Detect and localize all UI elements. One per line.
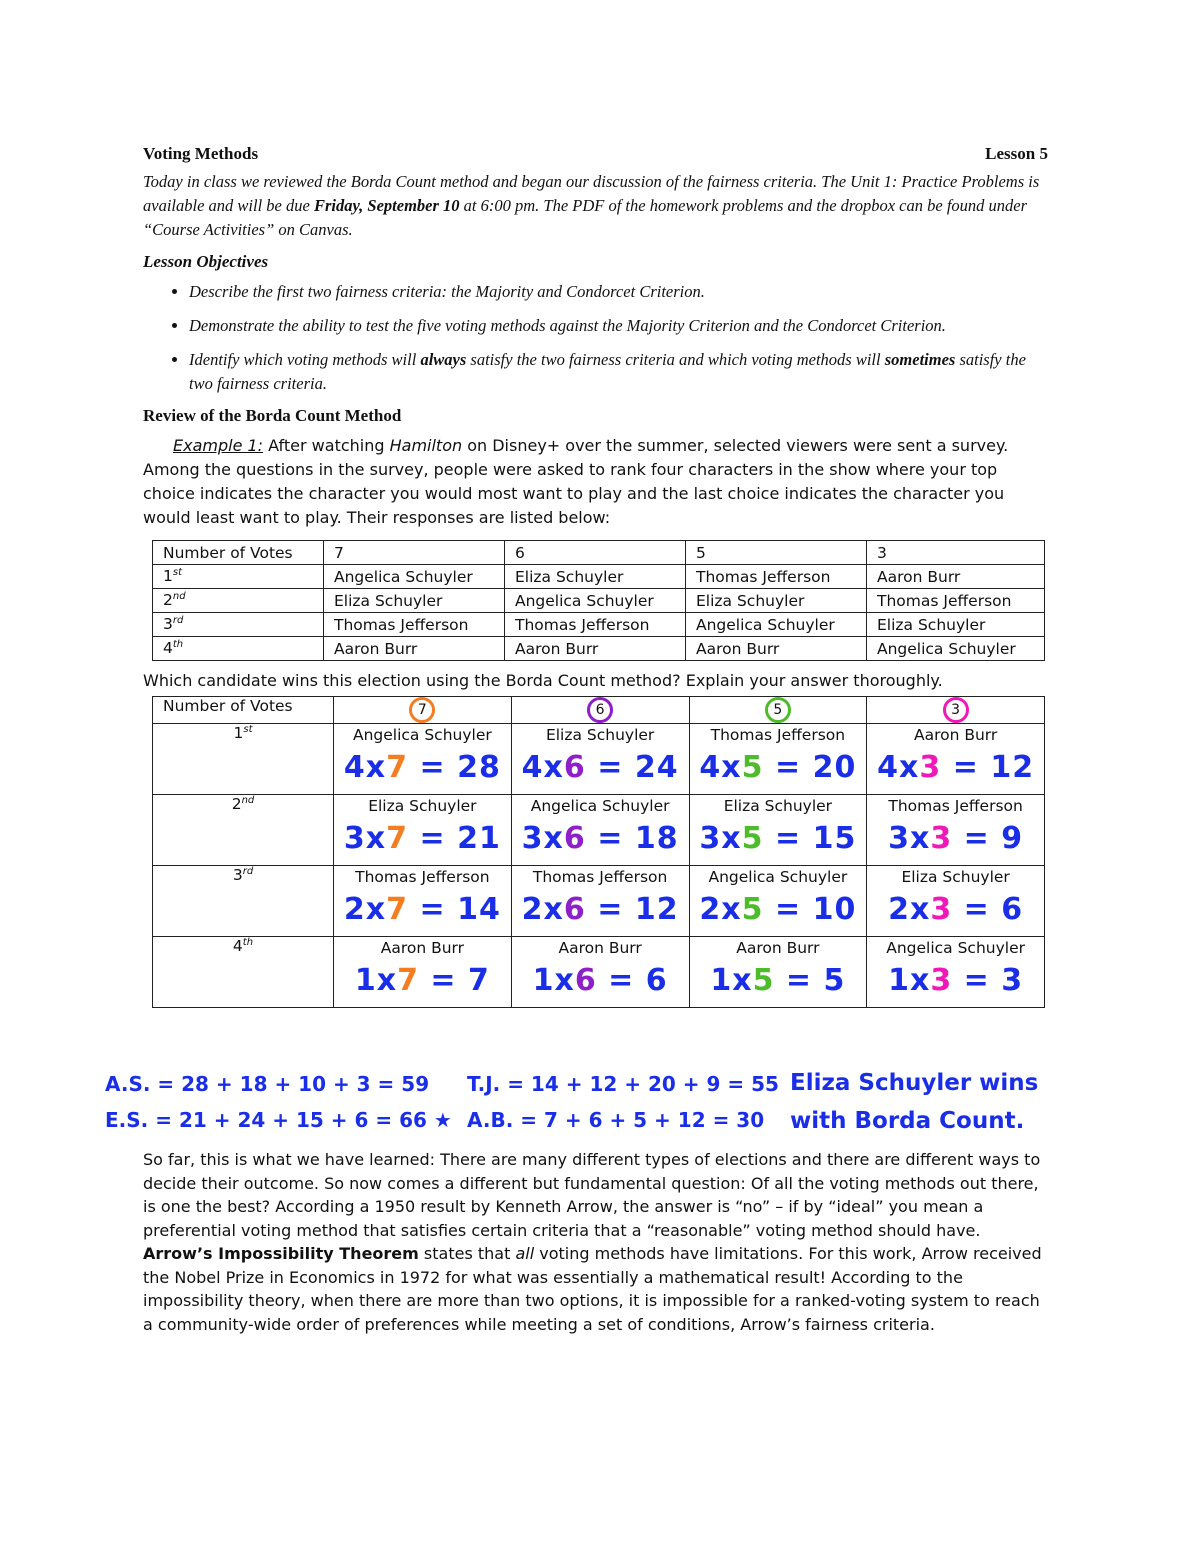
handwritten-total-es: E.S. = 21 + 24 + 15 + 6 = 66 ★ — [105, 1108, 452, 1132]
handwritten-calculation — [522, 892, 679, 927]
handwritten-total-tj: T.J. = 14 + 12 + 20 + 9 = 55 — [467, 1072, 779, 1096]
vote-count-cell — [867, 697, 1045, 724]
table-cell — [867, 866, 1045, 937]
question-text: Which candidate wins this election using the Borda Count method? Explain your answer thoroughly. — [143, 671, 943, 690]
table-row — [153, 589, 1045, 613]
vote-count-figure: 6 — [563, 892, 586, 927]
header-cell: 7 — [324, 541, 505, 565]
table-cell: Aaron Burr — [686, 637, 867, 661]
table-row — [153, 565, 1045, 589]
intro-paragraph — [143, 170, 1048, 242]
handwritten-calculation — [699, 821, 856, 856]
preference-table — [152, 540, 1045, 661]
borda-work-table — [152, 696, 1045, 1008]
candidate-name: Angelica Schuyler — [708, 868, 848, 886]
handwritten-calculation — [344, 821, 501, 856]
table-cell: Aaron Burr — [867, 565, 1045, 589]
table-cell: Eliza Schuyler — [505, 565, 686, 589]
candidate-name: Eliza Schuyler — [368, 797, 477, 815]
table-cell: Thomas Jefferson — [686, 565, 867, 589]
points-result: = 14 — [419, 892, 501, 927]
points-multiplier: 1x — [354, 963, 398, 998]
table-cell: Thomas Jefferson — [505, 613, 686, 637]
table-cell: Aaron Burr — [505, 637, 686, 661]
table-cell: Angelica Schuyler — [867, 637, 1045, 661]
emphasis-always: always — [420, 350, 467, 369]
rank-cell — [153, 937, 334, 1008]
objective-item — [189, 348, 1048, 396]
rank-number: 3 — [232, 866, 243, 885]
rank-number: 1 — [233, 724, 244, 743]
handwritten-notes — [95, 1070, 1105, 1140]
candidate-name: Aaron Burr — [913, 726, 998, 744]
review-title: Review of the Borda Count Method — [143, 406, 402, 425]
handwritten-calculation — [888, 963, 1023, 998]
rank-cell — [153, 866, 334, 937]
table-cell — [867, 795, 1045, 866]
header-cell: 3 — [867, 541, 1045, 565]
objective-item: • Describe the first two fairness criteria: the Majority and Condorcet Criterion. — [189, 280, 1048, 304]
candidate-name: Angelica Schuyler — [886, 939, 1025, 957]
table-row — [153, 637, 1045, 661]
vote-count-figure: 3 — [919, 750, 942, 785]
points-result: = 18 — [597, 821, 679, 856]
candidate-name: Thomas Jefferson — [888, 797, 1023, 815]
table-row — [153, 724, 1045, 795]
handwritten-calculation — [533, 963, 668, 998]
rank-suffix: st — [172, 567, 183, 579]
rank-number: 4 — [163, 639, 173, 658]
points-result: = 9 — [963, 821, 1024, 856]
points-multiplier: 2x — [343, 892, 387, 927]
emphasis-all: all — [515, 1244, 535, 1263]
table-header-row — [153, 697, 1045, 724]
table-cell — [689, 866, 867, 937]
table-cell: Thomas Jefferson — [867, 589, 1045, 613]
header-cell: Number of Votes — [153, 541, 324, 565]
rank-suffix: nd — [241, 795, 255, 806]
table-cell: Eliza Schuyler — [867, 613, 1045, 637]
table-row — [153, 795, 1045, 866]
handwritten-calculation — [344, 892, 501, 927]
header-cell: Number of Votes — [153, 697, 334, 724]
table-cell — [334, 795, 512, 866]
vote-count-figure: 3 — [930, 821, 953, 856]
rank-cell — [153, 637, 324, 661]
vote-count-figure: 5 — [752, 963, 775, 998]
points-multiplier: 4x — [521, 750, 564, 785]
vote-count-figure: 5 — [741, 892, 764, 927]
points-result: = 15 — [774, 821, 857, 856]
theorem-name: Arrow’s Impossibility Theorem — [143, 1244, 419, 1263]
table-row — [153, 937, 1045, 1008]
table-cell — [689, 937, 867, 1008]
closing-text: voting methods have limitations. For this work, Arrow received the Nobel Prize in Economics in 1972 for what was essentially a mathematical result! According to the impossibility theory, when there are more than two options, it is impossible for a ranked-voting system to reach a community-wide order of preferences while meeting a set of conditions, Arrow’s fairness criteria. — [143, 1244, 1042, 1334]
objective-text: satisfy the two fairness criteria and which voting methods will — [466, 350, 885, 369]
handwritten-total-ab: A.B. = 7 + 6 + 5 + 12 = 30 — [467, 1108, 765, 1132]
rank-number: 2 — [231, 795, 242, 814]
circled-vote-count: 6 — [587, 697, 613, 723]
table-cell — [334, 724, 512, 795]
table-cell — [334, 937, 512, 1008]
vote-count-figure: 7 — [397, 963, 419, 998]
show-title: Hamilton — [389, 436, 463, 455]
rank-number: 1 — [163, 567, 173, 586]
points-result: = 3 — [963, 963, 1024, 998]
table-row — [153, 613, 1045, 637]
candidate-name: Aaron Burr — [380, 939, 465, 957]
emphasis-sometimes: sometimes — [884, 350, 956, 369]
table-header-row — [153, 541, 1045, 565]
vote-count-figure: 3 — [930, 892, 953, 927]
points-multiplier: 2x — [888, 892, 931, 927]
handwritten-total-as: A.S. = 28 + 18 + 10 + 3 = 59 — [105, 1072, 430, 1096]
vote-count-figure: 7 — [386, 821, 409, 856]
vote-count-cell — [511, 697, 689, 724]
intro-text-2: at 6:00 pm. The PDF of the homework problems and the dropbox can be found under “Course Activities” on Canvas. — [143, 196, 1028, 239]
points-multiplier: 4x — [343, 750, 387, 785]
points-multiplier: 2x — [521, 892, 564, 927]
candidate-name: Aaron Burr — [736, 939, 820, 957]
handwritten-calculation — [699, 892, 856, 927]
vote-count-figure: 6 — [563, 821, 586, 856]
vote-count-cell — [689, 697, 867, 724]
points-result: = 12 — [597, 892, 679, 927]
table-cell — [689, 795, 867, 866]
points-result: = 6 — [608, 963, 668, 998]
points-result: = 21 — [419, 821, 501, 856]
vote-count-figure: 7 — [386, 750, 409, 785]
document-title: Voting Methods — [143, 144, 259, 163]
rank-number: 2 — [163, 591, 173, 610]
vote-count-figure: 6 — [563, 750, 586, 785]
candidate-name: Aaron Burr — [558, 939, 642, 957]
objective-item: • Demonstrate the ability to test the five voting methods against the Majority Criterion and the Condorcet Criterion. — [189, 314, 1048, 338]
candidate-name: Eliza Schuyler — [901, 868, 1010, 886]
handwritten-calculation — [522, 750, 679, 785]
points-result: = 20 — [774, 750, 857, 785]
table-cell: Aaron Burr — [324, 637, 505, 661]
closing-text: states that — [418, 1244, 516, 1263]
points-multiplier: 4x — [877, 750, 920, 785]
example-text: After watching — [263, 436, 390, 455]
points-result: = 28 — [419, 750, 501, 785]
points-multiplier: 4x — [699, 750, 742, 785]
table-cell: Eliza Schuyler — [324, 589, 505, 613]
handwritten-conclusion: Eliza Schuyler wins — [790, 1070, 1039, 1096]
rank-number: 3 — [163, 615, 173, 634]
objective-text: satisfy the two fairness criteria. — [189, 350, 1026, 393]
closing-text: So far, this is what we have learned: There are many different types of elections and there are different ways to decide their outcome. So now comes a different but fundamental question: Of all the voting methods out there, is one the best? According a 1950 result by Kenneth Arrow, the answer is “no” – if by “ideal” you mean a preferential voting method that satisfies certain criteria that a “reasonable” voting method should have. — [143, 1150, 1041, 1240]
objectives-list — [143, 280, 1048, 396]
table-cell: Angelica Schuyler — [686, 613, 867, 637]
table-row — [153, 866, 1045, 937]
example-paragraph — [143, 434, 1048, 530]
table-cell — [511, 795, 689, 866]
points-multiplier: 3x — [699, 821, 742, 856]
header-cell: 5 — [686, 541, 867, 565]
vote-count-cell — [334, 697, 512, 724]
handwritten-calculation — [355, 963, 490, 998]
points-multiplier: 1x — [710, 963, 753, 998]
points-result: = 6 — [963, 892, 1024, 927]
rank-suffix: th — [242, 937, 254, 948]
points-multiplier: 3x — [888, 821, 931, 856]
rank-cell — [153, 565, 324, 589]
rank-suffix: st — [243, 724, 253, 735]
table-cell: Thomas Jefferson — [324, 613, 505, 637]
candidate-name: Thomas Jefferson — [710, 726, 846, 744]
handwritten-calculation — [699, 750, 856, 785]
table-cell — [689, 724, 867, 795]
candidate-name: Thomas Jefferson — [532, 868, 668, 886]
vote-count-figure: 5 — [741, 821, 764, 856]
circled-vote-count: 7 — [409, 697, 435, 723]
points-result: = 7 — [430, 963, 490, 998]
rank-cell — [153, 795, 334, 866]
candidate-name: Thomas Jefferson — [355, 868, 490, 886]
due-date: Friday, September 10 — [313, 196, 460, 215]
table-cell: Angelica Schuyler — [324, 565, 505, 589]
handwritten-calculation — [710, 963, 845, 998]
points-multiplier: 1x — [532, 963, 575, 998]
points-result: = 24 — [597, 750, 679, 785]
table-cell — [867, 724, 1045, 795]
table-cell — [511, 866, 689, 937]
table-cell: Eliza Schuyler — [686, 589, 867, 613]
circled-vote-count: 5 — [765, 697, 791, 723]
objectives-title: Lesson Objectives — [143, 252, 269, 271]
example-text: on Disney+ over the summer, selected viewers were sent a survey. Among the questions in the survey, people were asked to rank four characters in the show where your top choice indicates the character you would most want to play and the last choice indicates the character you would least want to play. Their responses are listed below: — [143, 436, 1009, 527]
candidate-name: Eliza Schuyler — [723, 797, 833, 815]
candidate-name: Angelica Schuyler — [352, 726, 492, 744]
points-multiplier: 3x — [343, 821, 387, 856]
points-multiplier: 1x — [888, 963, 931, 998]
vote-count-figure: 6 — [574, 963, 597, 998]
rank-number: 4 — [232, 937, 243, 956]
closing-paragraph — [143, 1148, 1053, 1336]
rank-cell — [153, 724, 334, 795]
points-multiplier: 2x — [699, 892, 742, 927]
handwritten-calculation — [522, 821, 679, 856]
table-cell — [334, 866, 512, 937]
lesson-number: Lesson 5 — [985, 144, 1048, 163]
rank-suffix: rd — [242, 866, 254, 877]
handwritten-conclusion: with Borda Count. — [790, 1108, 1025, 1134]
example-label: Example 1: — [173, 436, 264, 455]
vote-count-figure: 3 — [930, 963, 953, 998]
vote-count-figure: 7 — [386, 892, 409, 927]
handwritten-calculation — [888, 892, 1023, 927]
intro-text: Today in class we reviewed the Borda Count method and began our discussion of the fairness criteria. The Unit 1: Practice Problems is available and will be due — [143, 172, 1040, 215]
circled-vote-count: 3 — [943, 697, 969, 723]
candidate-name: Angelica Schuyler — [530, 797, 670, 815]
handwritten-calculation — [888, 821, 1023, 856]
handwritten-calculation — [344, 750, 501, 785]
rank-cell — [153, 613, 324, 637]
vote-count-figure: 5 — [741, 750, 764, 785]
table-cell — [511, 724, 689, 795]
rank-suffix: rd — [172, 615, 184, 627]
table-cell — [511, 937, 689, 1008]
table-cell — [867, 937, 1045, 1008]
document-page — [143, 140, 1048, 1008]
candidate-name: Eliza Schuyler — [545, 726, 655, 744]
rank-cell — [153, 589, 324, 613]
table-cell: Angelica Schuyler — [505, 589, 686, 613]
header-cell: 6 — [505, 541, 686, 565]
document-header — [143, 144, 1048, 164]
points-result: = 5 — [785, 963, 846, 998]
points-result: = 12 — [952, 750, 1035, 785]
rank-suffix: th — [172, 639, 184, 651]
objective-text: Identify which voting methods will — [189, 350, 421, 369]
rank-suffix: nd — [172, 591, 186, 603]
points-result: = 10 — [774, 892, 857, 927]
handwritten-calculation — [877, 750, 1034, 785]
points-multiplier: 3x — [521, 821, 564, 856]
